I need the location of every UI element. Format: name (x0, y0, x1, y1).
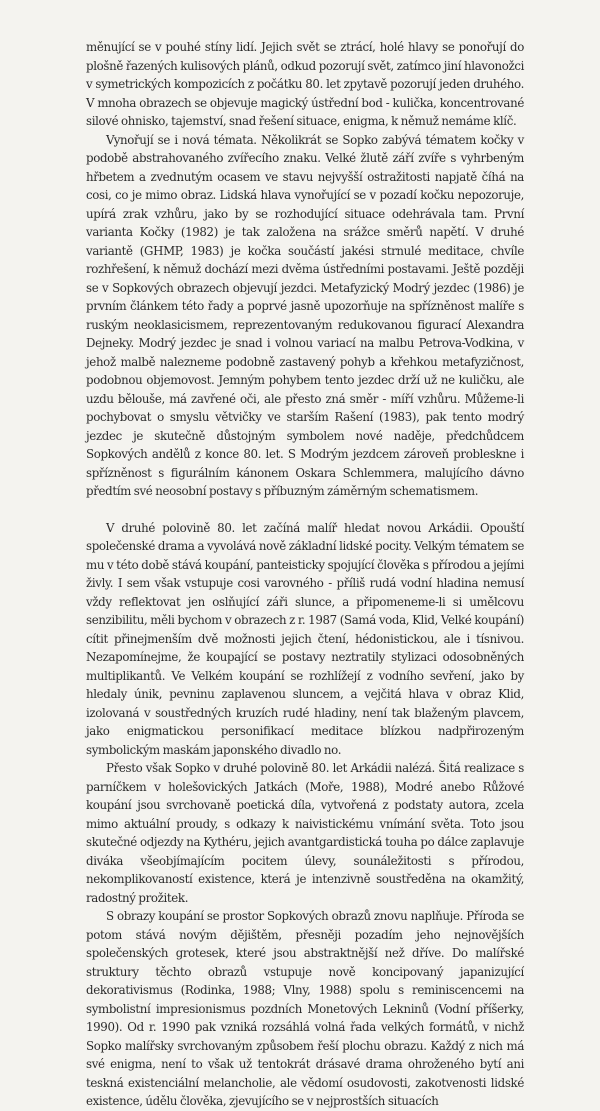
text-column (86, 38, 524, 1111)
paragraph-arcadia: V druhé polovině 80. let začíná malíř hledat novou Arkádii. Opouští společenské drama a vyvolává nově základní lidské pocity. Velkým tématem se mu v této době stává koupání, panteisticky spojující člověka s přírodou a jejími živly. I sem však vstupuje cosi varovného - příliš rudá vodní hladina nemusí vždy reflektovat jen oslňující záři slunce, a připomeneme-li si umělcovu senzibilitu, měli bychom v obrazech z r. 1987 (Samá voda, Klid, Velké koupání) cítit přinejmenším dvě možnosti jejich čtení, hédonistickou, ale i tísnivou. Nezapomínejme, že koupající se postavy neztratily stylizaci odosobněných multiplikantů. Ve Velkém koupání se rozhlížejí z vodního sevření, jako by hledaly únik, pevninu zaplavenou sluncem, a vejčitá hlava v obraz Klid, izolovaná v soustředných kruzích rudé hladiny, není tak blaženým plavcem, jako enigmatickou personifikací meditace blízkou nadpřirozeným symbolickým maskám japonského divadlo no. (86, 520, 524, 757)
paragraph-kythera: Přesto však Sopko v druhé polovině 80. let Arkádii nalézá. Šitá realizace s parníčkem v holešovických Jatkách (Moře, 1988), Modré anebo Růžové koupání jsou svrchovaně poetická díla, vytvořená z podstaty autora, zcela mimo aktuální proudy, s odkazy k naivistickému vnímání světa. Toto jsou skutečné odjezdy na Kythéru, jejich avantgardistická touha po dálce zaplavuje diváka všeobjímajícím pocitem úlevy, sounáležitosti s přírodou, nekomplikovaností existence, která je intenzivně soustředěna na okamžitý, radostný prožitek. (86, 761, 524, 905)
paragraph-cat-riders: Vynořují se i nová témata. Několikrát se Sopko zabývá tématem kočky v podobě abstrahovaného zvířecího znaku. Velké žlutě září zvíře s vyhrbeným hřbetem a zvednutým ocasem ve stavu nejvyšší ostražitosti napjatě číhá na cosi, co je mimo obraz. Lidská hlava vynořující se v pozadí kočku nepozoruje, upírá zrak vzhůru, jako by se rozhodující situace odehrávala tam. První varianta Kočky (1982) je tak založena na srážce směrů napětí. V druhé variantě (GHMP, 1983) je kočka součástí jakési strnulé meditace, chvíle rozhřešení, k němuž dochází mezi dvěma ústředními postavami. Ještě později se v Sopkových obrazech objevují jezdci. Metafyzický Modrý jezdec (1986) je prvním článkem této řady a poprvé jasně upozorňuje na spřízněnost malíře s ruským neoklasicismem, reprezentovaným redukovanou figurací Alexandra Dejneky. Modrý jezdec je snad i volnou variací na malbu Petrova-Vodkina, v jehož malbě nalezneme podobně zastavený pohyb a křehkou metafyzičnost, podobnou objemovost. Jemným pohybem tento jezdec drží už ne kuličku, ale uzdu běloušе, má zavřené oči, ale přesto zná směr - míří vzhůru. Můžeme-li pochybovat o smyslu větvičky ve starším Rašení (1983), pak tento modrý jezdec je skutečně důstojným symbolem nové naděje, předchůdcem Sopkových andělů z konce 80. let. S Modrým jezdcem zároveň probleskne i spřízněnost s figurálním kánonem Oskara Schlemmera, malujícího dávno předtím své neosobní postavy s příbuzným záměrným schematismem. (86, 132, 524, 498)
paragraph-bathing-space: S obrazy koupání se prostor Sopkových obrazů znovu naplňuje. Příroda se potom stává novým dějištěm, přesněji pozadím jeho nejnovějších společenských grotesek, které jsou abstraktnější než dříve. Do malířské struktury těchto obrazů vstupuje nově koncipovaný japanizující dekorativismus (Rodinka, 1988; Vlny, 1988) spolu s reminiscencemi na symbolistní impresionismus pozdních Monetových Lekninů (Vodní příšerky, 1990). Od r. 1990 pak vzniká rozsáhlá volná řada velkých formátů, v nichž Sopko malířsky svrchovaným způsobem řeší plochu obrazu. Každý z nich má své enigma, není to však už tentokrát drásavé drama ohroženého bytí ani teskná existenciální melancholie, ale vědomí osudovosti, zakotvenosti lidské existence, údělu člověka, zjevujícího se v nejprostších situacích (86, 909, 524, 1108)
paragraph-continuation: měnující se v pouhé stíny lidí. Jejich svět se ztrácí, holé hlavy se ponořují do plošně řazených kulisových plánů, odkud pozorují svět, zatímco jiní hlavonožci v symetrických kompozicích z počátku 80. let zpytavě pozorují jeden druhého. V mnoha obrazech se objevuje magický ústřední bod - kulička, koncentrované silové ohnisko, tajemství, snad řešení situace, enigma, k němuž nemáme klíč. (86, 40, 524, 128)
